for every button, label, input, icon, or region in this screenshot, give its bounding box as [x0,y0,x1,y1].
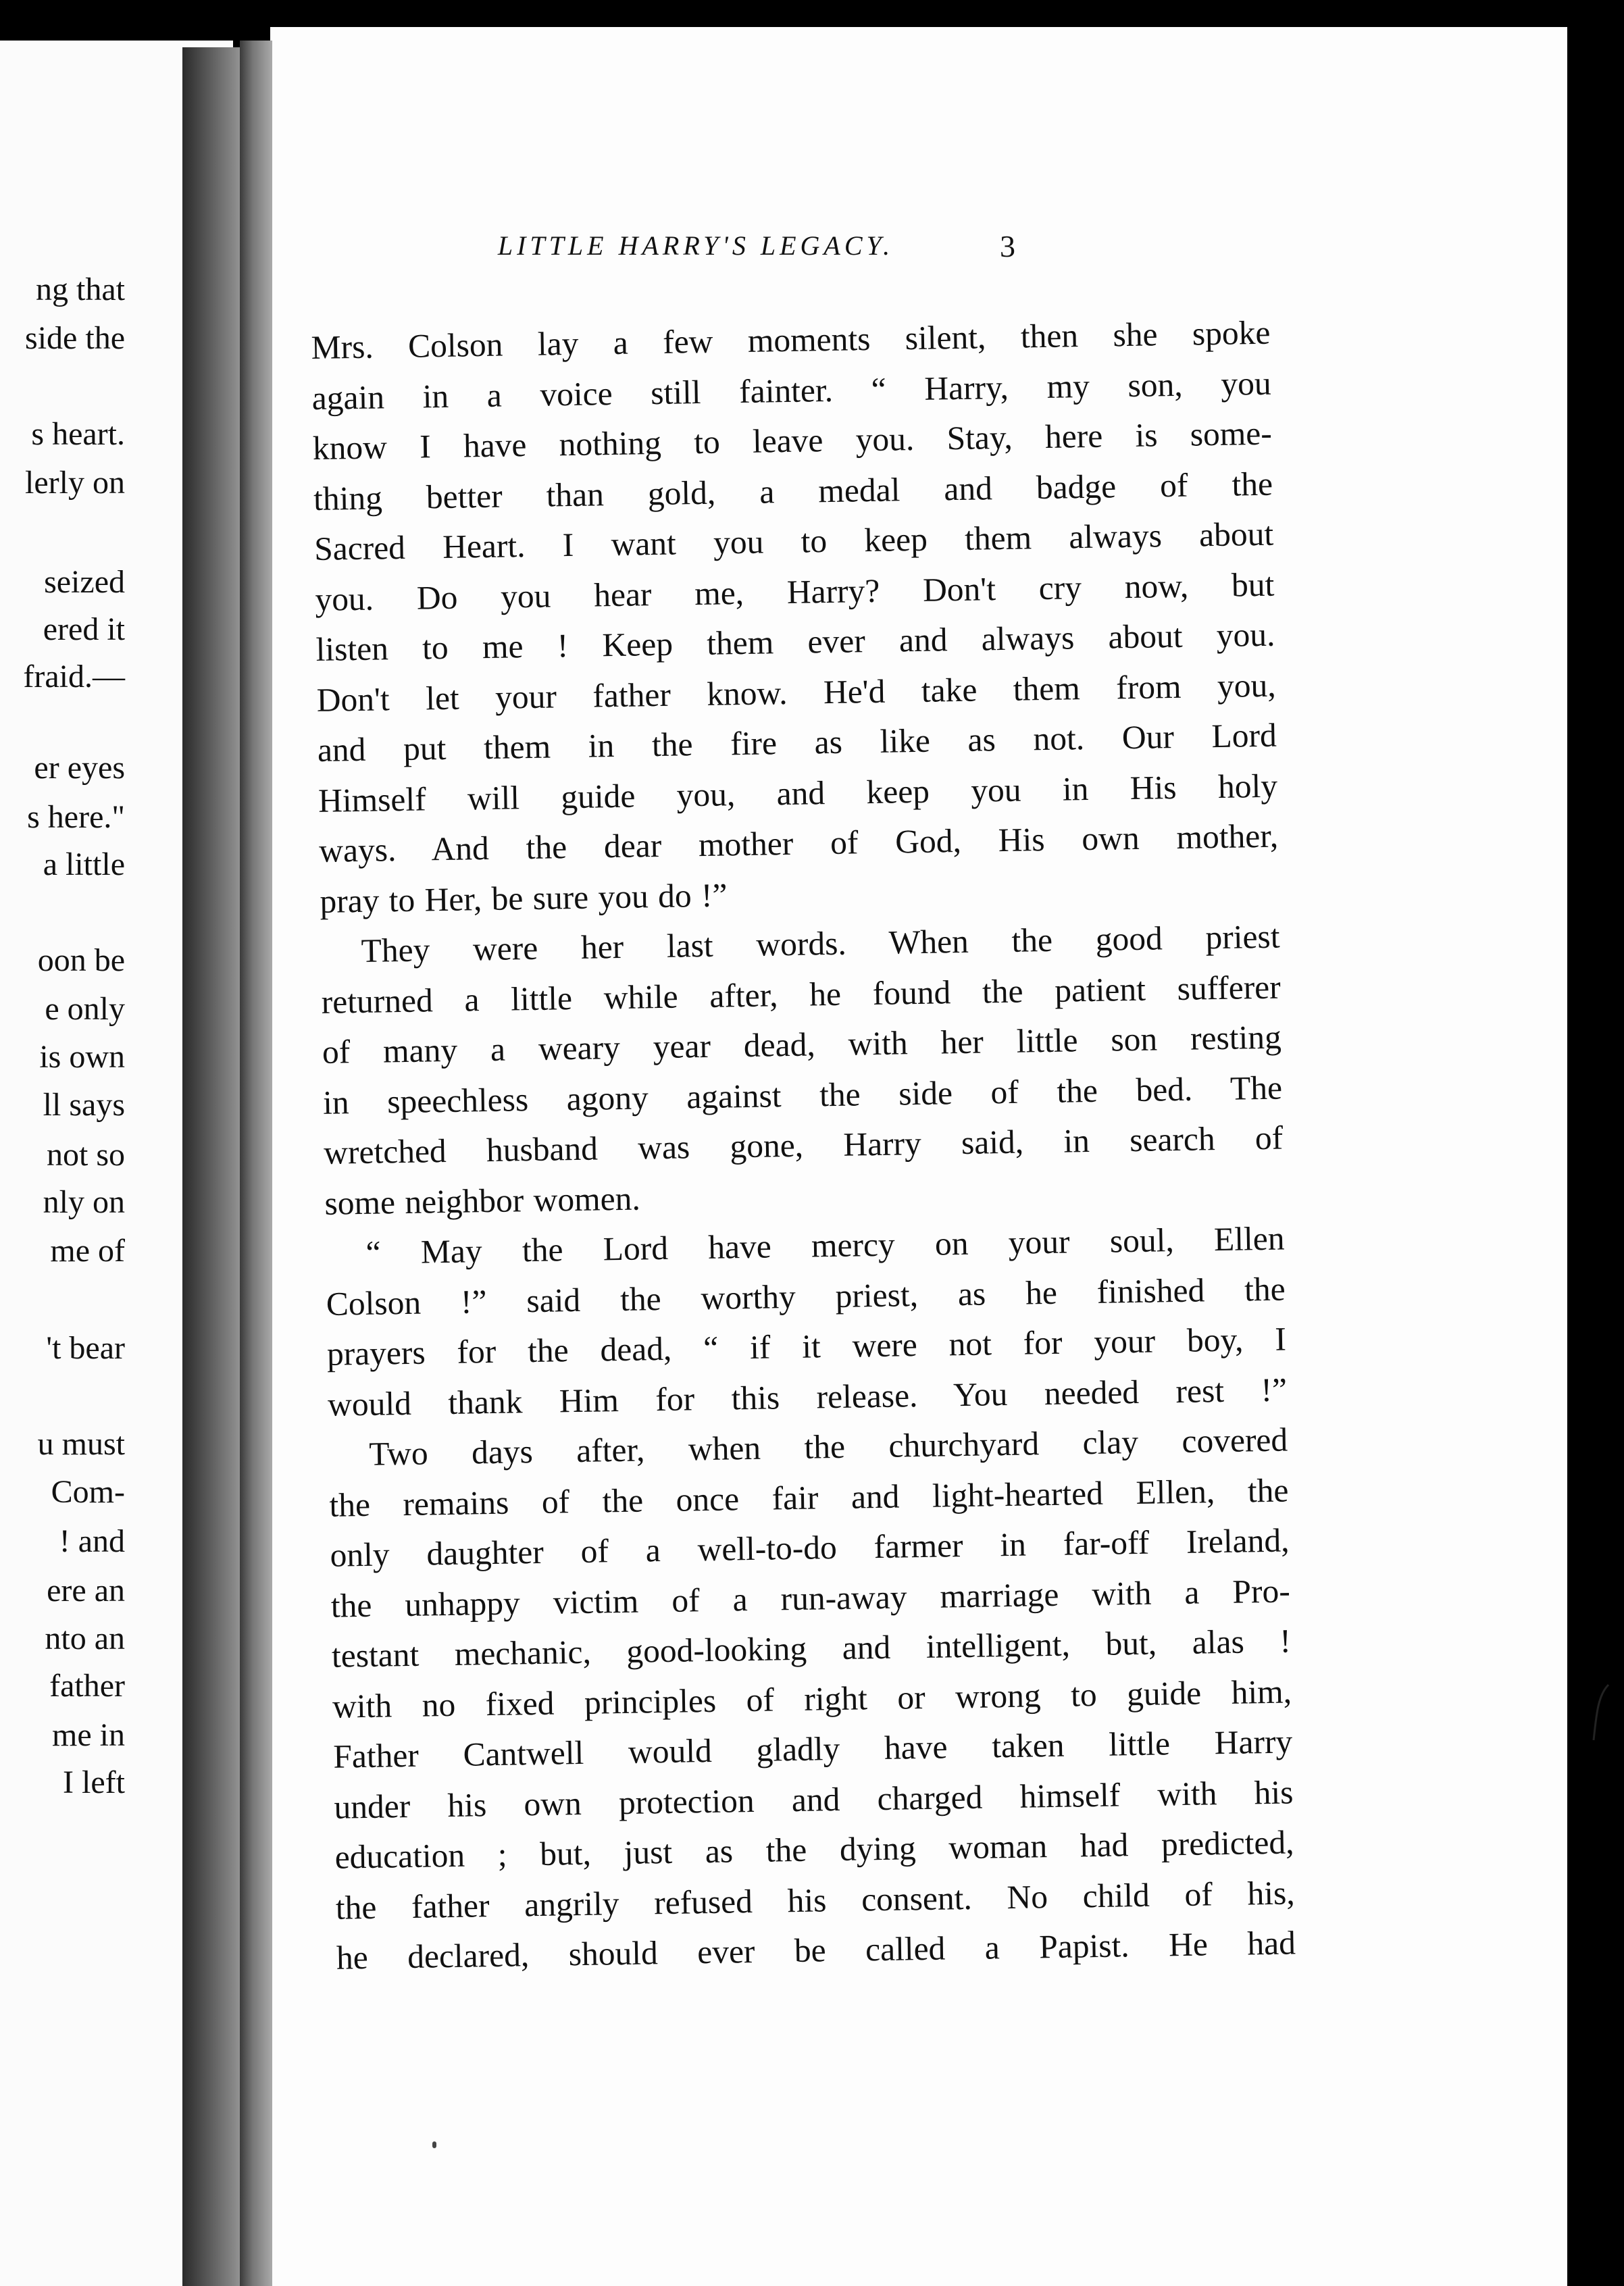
text-line: again in a voice still fainter. “ Harry, my son, you [311,364,1272,417]
text-line: listen to me ! Keep them ever and always about you. [315,615,1275,668]
previous-page-line: er eyes [34,750,125,786]
previous-page-line: e only [45,991,125,1027]
text-line: testant mechanic, good-looking and intelligent, but, alas ! [331,1622,1292,1675]
text-line: Colson !” said the worthy priest, as he finished the [326,1270,1286,1323]
previous-page-line: ng that [36,272,125,307]
previous-page-line: side the [25,320,125,356]
text-line: They were her last words. When the good priest [361,917,1280,969]
text-line: “ May the Lord have mercy on your soul, Ellen [365,1219,1285,1271]
text-line: pray to Her, be sure you do !” [320,875,728,920]
text-line: under his own protection and charged himself with his [334,1773,1294,1826]
text-line: would thank Him for this release. You needed rest !” [327,1371,1288,1423]
text-line: Mrs. Colson lay a few moments silent, then she spoke [311,313,1271,366]
text-line: Two days after, when the churchyard clay covered [368,1421,1288,1473]
previous-page-line: a little [43,846,125,882]
text-line: Sacred Heart. I want you to keep them always about [313,515,1274,567]
page-body-text [311,308,1296,1984]
previous-page-line: me of [50,1233,125,1269]
previous-page-line: s here." [27,799,125,835]
text-line: with no fixed principles of right or wrong to guide him, [332,1672,1292,1725]
previous-page-line: ll says [43,1087,125,1123]
previous-page-line: nto an [45,1621,125,1656]
text-line: prayers for the dead, “ if it were not for your boy, I [326,1320,1287,1373]
previous-page-line: nly on [43,1184,125,1220]
text-line: in speechless agony against the side of the bed. The [322,1069,1283,1121]
previous-page-line: u must [37,1426,125,1462]
previous-page-line: ! and [59,1523,125,1559]
text-line: Father Cantwell would gladly have taken little Harry [332,1723,1293,1775]
text-line: of many a weary year dead, with her little son resting [322,1018,1282,1071]
previous-page-line: seized [44,564,125,600]
text-line: you. Do you hear me, Harry? Don't cry now, but [314,565,1275,618]
text-line: the remains of the once fair and light-hearted Ellen, the [329,1471,1289,1524]
text-line: he declared, should ever be called a Papist. He had [336,1924,1296,1977]
text-line: wretched husband was gone, Harry said, in search of [323,1119,1284,1171]
previous-page-line: me in [52,1717,125,1753]
text-line: Don't let your father know. He'd take them from you, [316,666,1277,719]
text-line: only daughter of a well-to-do farmer in far-off Ireland, [330,1521,1290,1574]
previous-page-line: not so [46,1137,125,1173]
text-line: the unhappy victim of a run-away marriage with a Pro- [330,1571,1291,1625]
previous-page-line: Com- [51,1474,125,1510]
previous-page-line: ered it [43,611,125,647]
text-line: Himself will guide you, and keep you in His holy [318,767,1278,819]
previous-page-line: fraid.— [23,659,125,694]
running-head: LITTLE HARRY'S LEGACY. [497,230,894,261]
text-line: education ; but, just as the dying woman had predicted, [334,1823,1294,1876]
previous-page-line: 't bear [46,1330,125,1366]
scan-speck [432,2141,436,2148]
scan-border [1567,0,1624,2286]
text-line: thing better than gold, a medal and badge of the [313,465,1273,517]
previous-page-line: s heart. [31,416,125,452]
previous-page-line: is own [39,1039,125,1075]
text-line: some neighbor women. [324,1179,641,1222]
text-line: the father angrily refused his consent. No child of his, [335,1873,1296,1927]
text-line: returned a little while after, he found the patient sufferer [321,968,1282,1021]
page-edge-shadow [240,41,272,2286]
text-line: know I have nothing to leave you. Stay, here is some- [312,414,1273,467]
text-line: ways. And the dear mother of God, His own mother, [318,817,1279,869]
page-number: 3 [1000,229,1015,263]
scan-mark [1591,1682,1611,1743]
previous-page-line: lerly on [25,465,125,501]
previous-page-line: father [49,1668,125,1704]
text-line: and put them in the fire as like as not. Our Lord [317,716,1277,769]
previous-page-line: ere an [47,1573,125,1608]
previous-page-line: I left [63,1764,125,1800]
previous-page-line: oon be [37,942,125,978]
